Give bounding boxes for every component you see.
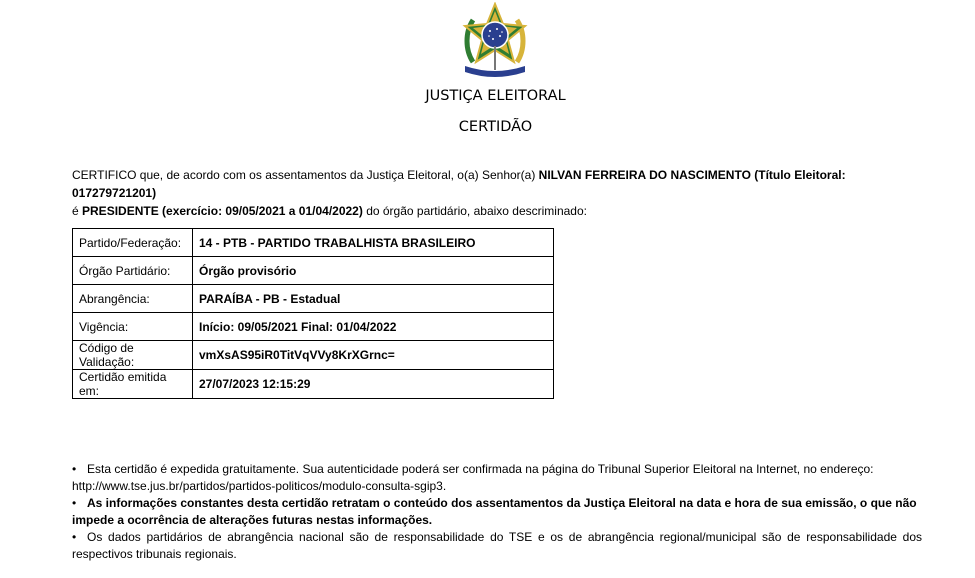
notes-list <box>72 461 922 563</box>
table-row <box>73 229 554 257</box>
row-label: Órgão Partidário: <box>73 257 193 285</box>
intro-text-1: CERTIFICO que, de acordo com os assentamentos da Justiça Eleitoral, o(a) Senhor(a) <box>72 168 539 182</box>
row-value: vmXsAS95iR0TitVqVVy8KrXGrnc= <box>193 341 554 370</box>
note-text: Esta certidão é expedida gratuitamente. Sua autenticidade poderá ser confirmada na página do Tribunal Superior Eleitoral na Internet, no endereço: <box>87 462 874 476</box>
bullet-icon: • <box>72 462 77 476</box>
row-value: 27/07/2023 12:15:29 <box>193 370 554 399</box>
row-label: Certidão emitida em: <box>73 370 193 399</box>
row-value: Órgão provisório <box>193 257 554 285</box>
certification-text <box>72 166 922 220</box>
row-value: PARAÍBA - PB - Estadual <box>193 285 554 313</box>
table-row <box>73 341 554 370</box>
brazil-coat-of-arms-icon <box>459 2 531 78</box>
tse-url-link[interactable]: http://www.tse.jus.br/partidos/partidos-politicos/modulo-consulta-sgip3. <box>72 479 447 493</box>
voter-id: (Título Eleitoral: 017279721201) <box>72 168 846 200</box>
note-item <box>72 461 922 495</box>
row-label: Vigência: <box>73 313 193 341</box>
note-text: As informações constantes desta certidão retratam o conteúdo dos assentamentos da Justiça Eleitoral na data e hora de sua emissão, o que não impede a ocorrência de alterações futuras nestas informações. <box>72 496 917 527</box>
org-title: JUSTIÇA ELEITORAL <box>425 88 566 104</box>
row-value: Início: 09/05/2021 Final: 01/04/2022 <box>193 313 554 341</box>
table-row <box>73 313 554 341</box>
intro-text-2: é <box>72 204 83 218</box>
person-name: NILVAN FERREIRA DO NASCIMENTO <box>538 168 751 182</box>
row-label: Código de Validação: <box>73 341 193 370</box>
table-row <box>73 257 554 285</box>
note-item <box>72 495 922 529</box>
row-label: Abrangência: <box>73 285 193 313</box>
note-item <box>72 529 922 563</box>
row-value: 14 - PTB - PARTIDO TRABALHISTA BRASILEIRO <box>193 229 554 257</box>
bullet-icon: • <box>72 496 77 510</box>
document-title: CERTIDÃO <box>458 119 533 135</box>
bullet-icon: • <box>72 530 77 544</box>
intro-text-3: do órgão partidário, abaixo descriminado: <box>362 204 587 218</box>
table-row <box>73 370 554 399</box>
role: PRESIDENTE (exercício: 09/05/2021 a 01/04/2022) <box>82 204 363 218</box>
table-row <box>73 285 554 313</box>
party-info-table <box>72 228 554 399</box>
note-text: Os dados partidários de abrangência nacional são de responsabilidade do TSE e os de abrangência regional/municipal são de responsabilidade dos respectivos tribunais regionais. <box>72 530 922 561</box>
row-label: Partido/Federação: <box>73 229 193 257</box>
